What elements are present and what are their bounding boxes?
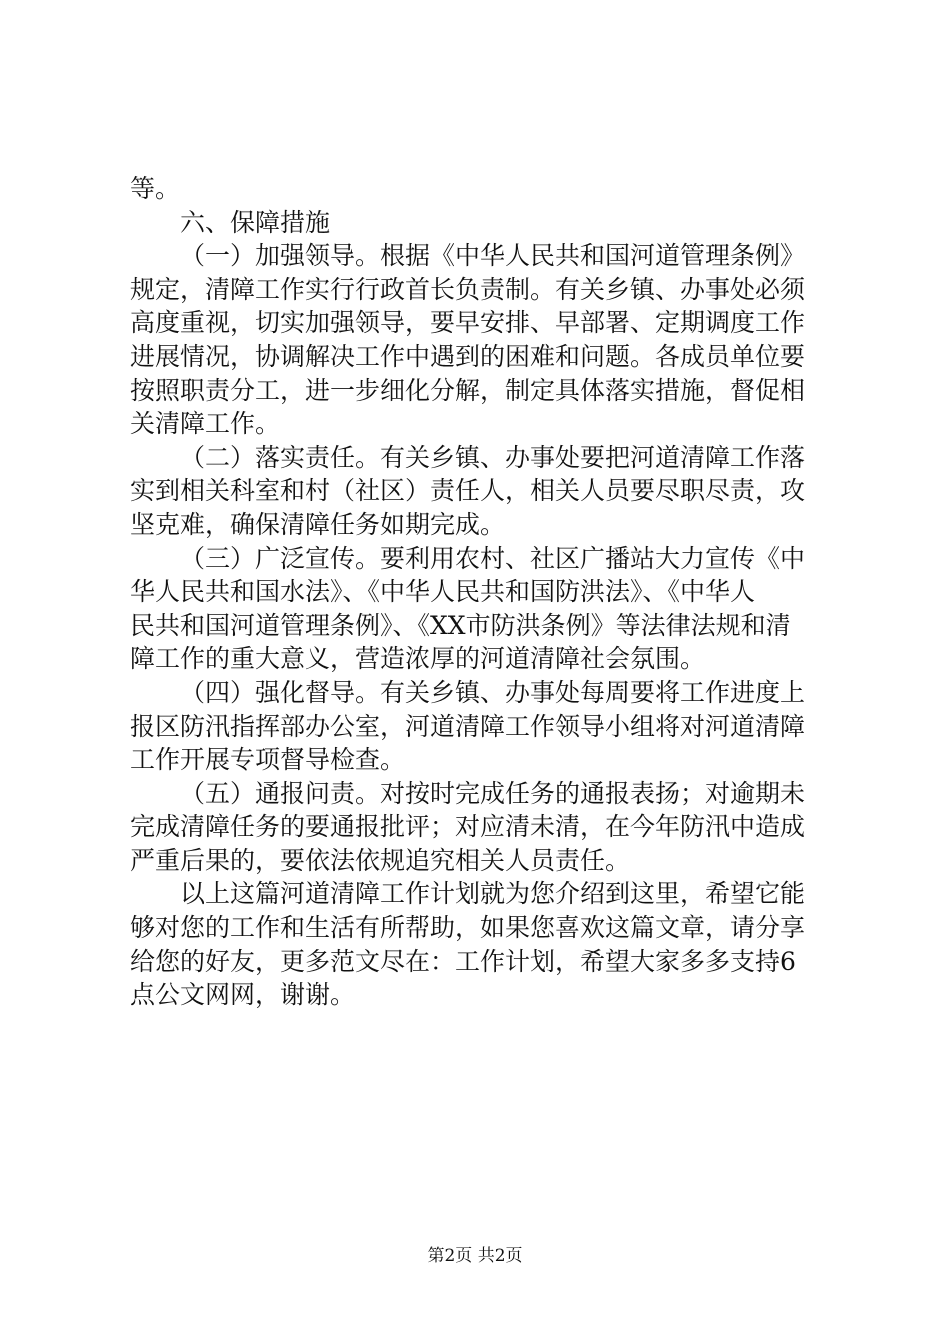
paragraph-line: （四）强化督导。有关乡镇、办事处每周要将工作进度上 (180, 677, 806, 707)
paragraph-line: 民共和国河道管理条例》、《XX市防洪条例》等法律法规和清 (130, 610, 791, 640)
paragraph-line: 以上这篇河道清障工作计划就为您介绍到这里，希望它能 (180, 879, 806, 909)
paragraph-line: 规定，清障工作实行行政首长负责制。有关乡镇、办事处必须 (130, 274, 806, 304)
paragraph-line: （二）落实责任。有关乡镇、办事处要把河道清障工作落 (180, 442, 806, 472)
page-number-footer: 第2页 共2页 (427, 1246, 523, 1266)
paragraph-line: 按照职责分工，进一步细化分解，制定具体落实措施，督促相 (130, 375, 806, 405)
text-line: 等。 (130, 174, 181, 203)
paragraph-line: （三）广泛宣传。要利用农村、社区广播站大力宣传《中 (180, 543, 806, 573)
paragraph-line: 进展情况，协调解决工作中遇到的困难和问题。各成员单位要 (130, 341, 806, 371)
paragraph-line: 坚克难，确保清障任务如期完成。 (130, 509, 506, 539)
paragraph-line: 工作开展专项督导检查。 (130, 745, 406, 775)
paragraph-line: 障工作的重大意义，营造浓厚的河道清障社会氛围。 (130, 644, 706, 674)
paragraph-line: 严重后果的，要依法依规追究相关人员责任。 (130, 845, 631, 875)
paragraph-line: 给您的好友，更多范文尽在：工作计划，希望大家多多支持6 (130, 946, 796, 976)
paragraph-line: 够对您的工作和生活有所帮助，如果您喜欢这篇文章，请分享 (130, 913, 806, 943)
paragraph-line: 完成清障任务的要通报批评；对应清未清，在今年防汛中造成 (130, 812, 806, 842)
section-heading: 六、保障措施 (180, 207, 331, 237)
paragraph-line: 实到相关科室和村（社区）责任人，相关人员要尽职尽责，攻 (130, 476, 806, 506)
paragraph-line: 高度重视，切实加强领导，要早安排、早部署、定期调度工作 (130, 308, 806, 338)
paragraph-line: 关清障工作。 (130, 409, 281, 439)
paragraph-line: 华人民共和国水法》、《中华人民共和国防洪法》、《中华人 (130, 577, 756, 607)
paragraph-line: 点公文网网，谢谢。 (130, 980, 356, 1010)
paragraph-line: 报区防汛指挥部办公室，河道清障工作领导小组将对河道清障 (130, 711, 806, 741)
paragraph-line: （一）加强领导。根据《中华人民共和国河道管理条例》 (180, 241, 806, 271)
document-body (130, 172, 830, 1012)
paragraph-line: （五）通报问责。对按时完成任务的通报表扬；对逾期未 (180, 778, 806, 808)
